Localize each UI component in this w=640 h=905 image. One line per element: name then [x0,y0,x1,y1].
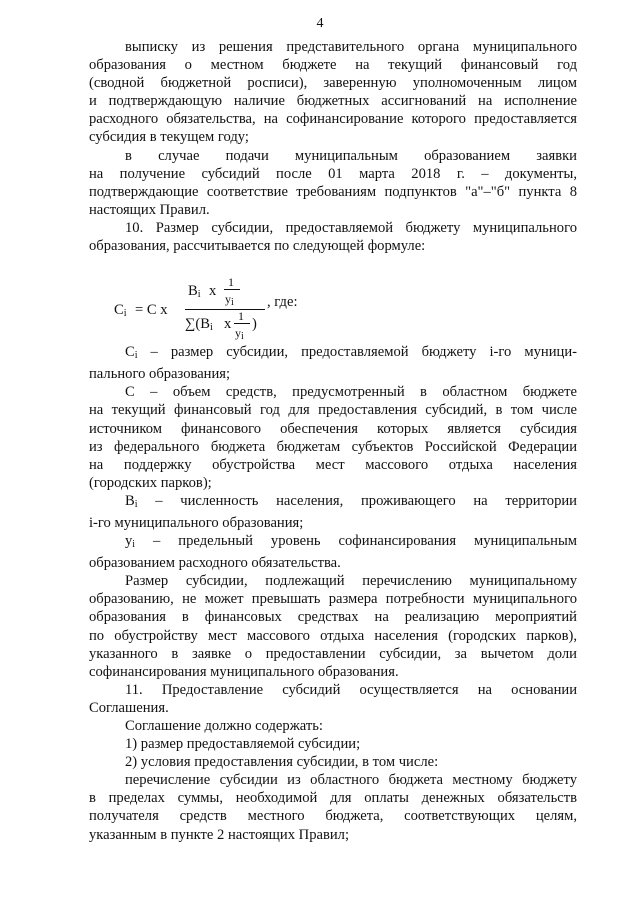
text-line: настоящих Правил. [89,201,210,218]
text-line: в случае подачи муниципальным образованием заявки [125,147,577,164]
text-line: расходного обязательства, на софинансирование которого предоставляется [89,111,577,128]
text-line: 11. Предоставление субсидий осуществляется на основании [125,681,577,698]
text-line: по обустройству мест массового отдыха населения (городских парков), [89,627,577,644]
text-line: $B_i$ – численность населения, проживающего на территории [125,492,577,510]
text-line: Размер субсидии, подлежащий перечислению муниципальному [125,573,577,590]
text-line: Соглашение должно содержать: [125,718,323,734]
text-line: (сводной бюджетной росписи), заверенную уполномоченным лицом [89,75,577,92]
text-line: (городских парков); [89,474,212,491]
text-line: подтверждающие соответствие требованиям подпунктов "а"–"б" пункта 8 [89,183,577,200]
formula-numerator-one: 1 [228,275,234,290]
text-line: указанным в пункте 2 настоящих Правил; [89,826,350,843]
text-line: в пределах суммы, необходимой для оплаты денежных обязательств [89,790,577,807]
text-line: 10. Размер субсидии, предоставляемой бюджету муниципального [125,219,577,236]
formula-numerator-y: $y_i$ [225,292,234,309]
formula-tail: , где: [267,294,298,311]
subsidy-formula [89,255,577,343]
page-number: 4 [316,16,324,31]
text-line: образования о местном бюджете на текущий финансовый год [89,57,577,74]
text-line: i-го муниципального образования; [89,514,304,531]
text-line: указанного в заявке о предоставлении субсидии, за вычетом доли [89,645,577,662]
text-line: на поддержку обустройства мест массового отдыха населения [89,456,577,473]
text-line: 1) размер предоставляемой субсидии; [125,736,361,753]
formula-denominator-x: x [224,316,232,333]
text-line: источником финансового обеспечения которых является субсидия [89,420,577,437]
text-line: образования в финансовых средствах на реализацию мероприятий [89,609,577,626]
text-line: образованию, не может превышать размера потребности муниципального [89,591,577,608]
definitions-and-rules-section [89,343,577,844]
text-line: на текущий финансовый год для предоставления субсидий, в том числе [89,402,577,419]
text-line: пального образования; [89,366,231,383]
formula-main-fraction-line [185,309,265,310]
document-body [89,38,577,844]
text-line: образования, рассчитывается по следующей формуле: [89,238,426,255]
text-line: получателя средств местного бюджета, соответствующих целям, [89,808,577,825]
text-line: субсидия в текущем году; [89,129,249,146]
formula-numerator-b: $B_i$ [188,283,201,301]
formula-denominator-one: 1 [238,309,244,324]
text-line: $C_i$ – размер субсидии, предоставляемой бюджету i-го муници- [125,344,577,362]
text-line: перечисление субсидии из областного бюджета местному бюджету [125,772,577,789]
text-line: C – объем средств, предусмотренный в областном бюджете [125,384,577,401]
text-line: образованием расходного обязательства. [89,555,341,572]
formula-denominator-sum: $\sum(B_i$ [185,316,213,334]
formula-denominator-y: $y_i$ [235,326,244,343]
text-line: выписку из решения представительного органа муниципального [125,39,577,55]
text-line: Соглашения. [89,699,169,716]
text-line: софинансирования муниципального образования. [89,663,399,680]
text-line: на получение субсидий после 01 марта 2018 г. – документы, [89,165,577,182]
formula-denominator-close: ) [252,316,257,333]
text-line: 2) условия предоставления субсидии, в том числе: [125,754,439,771]
formula-lhs: $C_i$ [114,302,127,320]
formula-numerator-x: x [209,283,217,300]
text-line: $y_i$ – предельный уровень софинансирования муниципальным [125,533,577,551]
text-line: из федерального бюджета бюджетам субъектов Российской Федерации [89,438,577,455]
formula-eq: = C x [135,302,168,319]
intro-section [89,38,577,255]
text-line: и подтверждающую наличие бюджетных ассигнований на исполнение [89,93,577,110]
